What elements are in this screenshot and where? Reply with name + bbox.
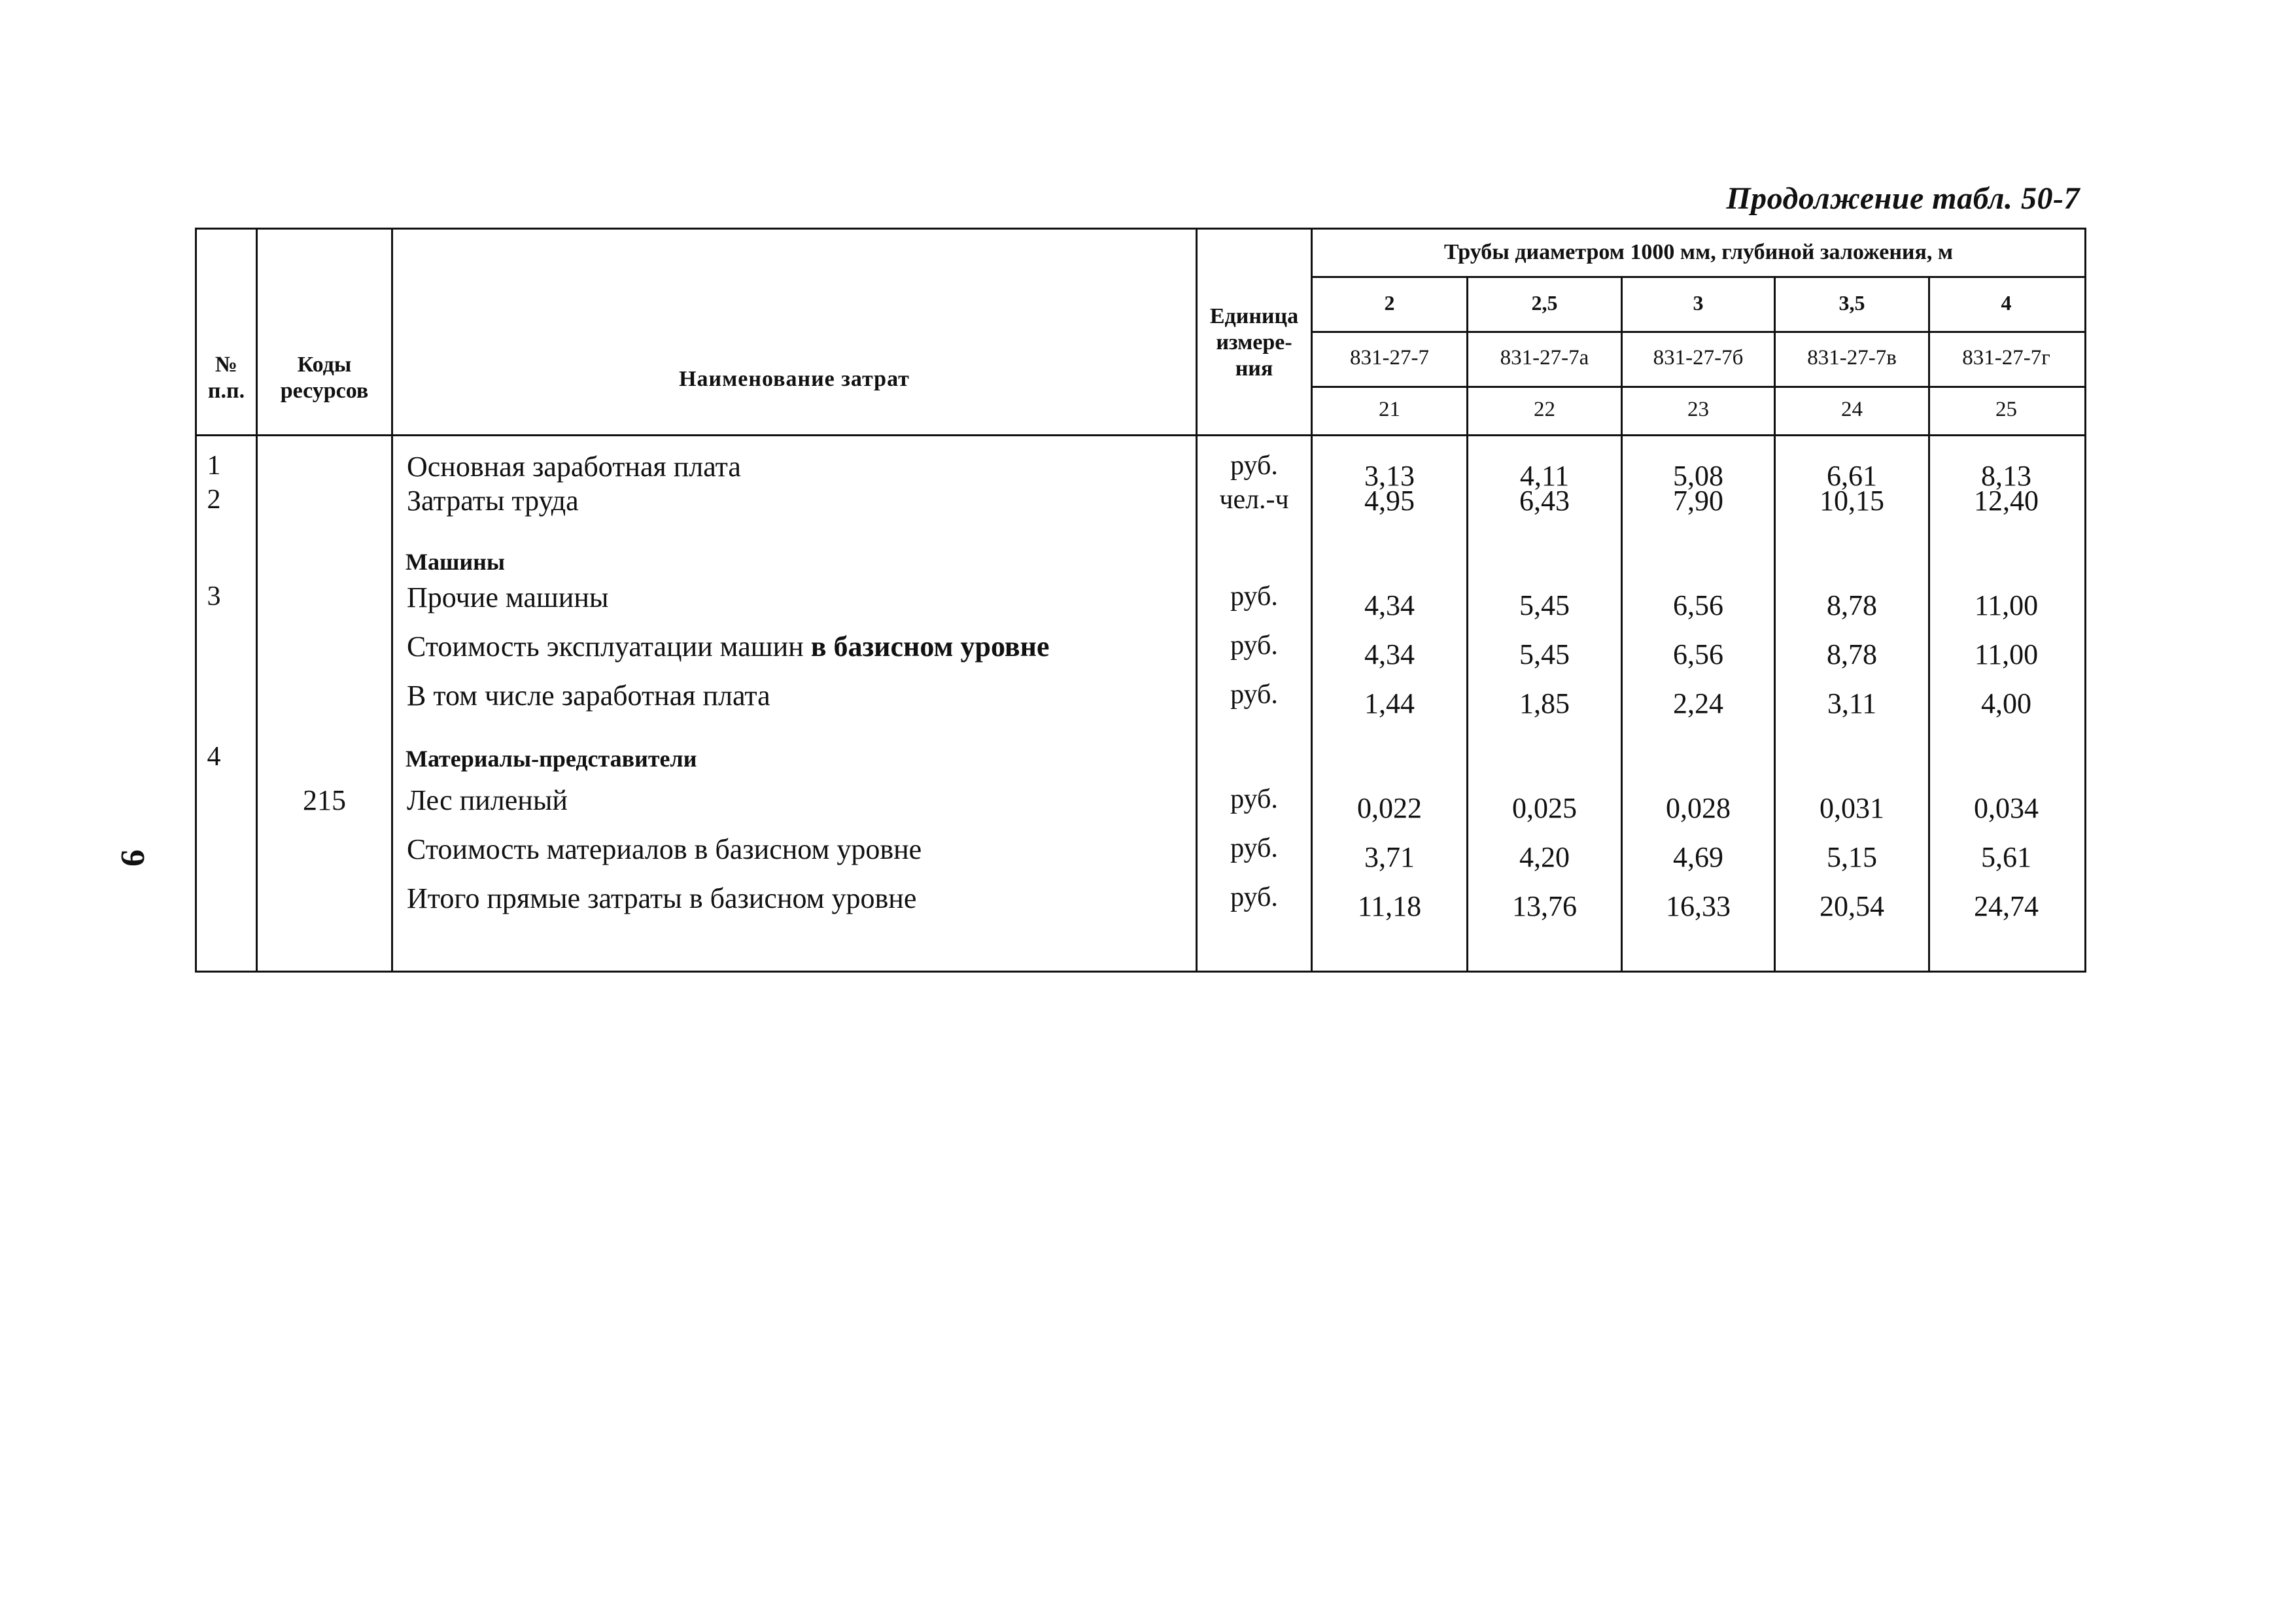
value-cell: 5,45 — [1519, 589, 1570, 621]
section-heading: Машины — [406, 549, 505, 575]
header-depth: 3 — [1693, 291, 1704, 315]
value-cell: 4,69 — [1673, 841, 1723, 873]
section-heading: Материалы-представители — [406, 746, 697, 772]
value-cell: 1,44 — [1364, 687, 1415, 719]
value-cell: 13,76 — [1512, 890, 1577, 922]
header-code: 831-27-7б — [1653, 346, 1744, 370]
header-codes: Коды ресурсов — [280, 353, 369, 403]
cost-name-bold-part: в базисном уровне — [810, 631, 1050, 663]
row-number: 4 — [207, 742, 221, 772]
cost-name: В том числе заработная плата — [407, 680, 770, 712]
value-cell: 8,13 — [1981, 460, 2031, 492]
value-cell: 3,13 — [1364, 460, 1415, 492]
unit-of-measure: руб. — [1230, 631, 1278, 661]
value-cell: 2,24 — [1673, 687, 1723, 719]
row-number: 2 — [207, 485, 221, 515]
unit-of-measure: руб. — [1230, 581, 1278, 612]
col-divider — [391, 228, 393, 973]
header-unit: Единица измере- ния — [1209, 304, 1299, 381]
value-cell: 16,33 — [1666, 890, 1731, 922]
value-cell: 3,11 — [1827, 687, 1877, 719]
value-cell: 5,61 — [1981, 841, 2031, 873]
value-cell: 0,022 — [1357, 792, 1422, 824]
row-divider — [1311, 331, 2084, 333]
value-cell: 4,11 — [1519, 460, 1570, 492]
row-number: 1 — [207, 451, 221, 481]
header-name: Наименование затрат — [679, 367, 910, 391]
unit-of-measure: чел.-ч — [1219, 485, 1289, 515]
unit-of-measure: руб. — [1230, 784, 1278, 814]
value-cell: 4,95 — [1364, 485, 1415, 517]
value-cell: 5,08 — [1673, 460, 1723, 492]
cost-name — [407, 630, 1050, 663]
cost-name: Прочие машины — [407, 581, 609, 613]
header-depth: 2,5 — [1531, 291, 1558, 315]
value-cell: 24,74 — [1974, 890, 2039, 922]
value-cell: 6,56 — [1673, 589, 1723, 621]
unit-of-measure: руб. — [1230, 451, 1278, 481]
row-number: 3 — [207, 581, 221, 612]
value-cell: 20,54 — [1820, 890, 1884, 922]
value-cell: 1,85 — [1519, 687, 1570, 719]
cost-name: Затраты труда — [407, 485, 579, 517]
value-cell: 8,78 — [1827, 638, 1877, 670]
unit-of-measure: руб. — [1230, 833, 1278, 863]
value-cell: 5,45 — [1519, 638, 1570, 670]
header-bottom-line — [195, 434, 2084, 436]
value-cell: 0,025 — [1512, 792, 1577, 824]
cost-name: Лес пиленый — [407, 784, 568, 816]
cost-name: Итого прямые затраты в базисном уровне — [407, 882, 917, 914]
header-col-number: 23 — [1687, 398, 1709, 421]
col-divider — [256, 228, 258, 973]
value-cell: 7,90 — [1673, 485, 1723, 517]
header-code: 831-27-7 — [1350, 346, 1429, 370]
header-col-number: 24 — [1841, 398, 1863, 421]
table-caption: Продолжение табл. 50-7 — [1726, 181, 2080, 216]
header-col-number: 22 — [1534, 398, 1555, 421]
value-cell: 11,18 — [1357, 890, 1422, 922]
cost-table — [195, 228, 2085, 971]
value-cell: 11,00 — [1974, 638, 2039, 670]
header-code: 831-27-7в — [1807, 346, 1897, 370]
value-cell: 6,61 — [1827, 460, 1877, 492]
unit-of-measure: руб. — [1230, 680, 1278, 710]
value-cell: 4,20 — [1519, 841, 1570, 873]
resource-code: 215 — [303, 784, 346, 816]
header-col-number: 25 — [1995, 398, 2017, 421]
header-code: 831-27-7г — [1962, 346, 2050, 370]
value-cell: 8,78 — [1827, 589, 1877, 621]
page-number: 9 — [114, 850, 151, 867]
header-depth: 3,5 — [1838, 291, 1865, 315]
header-group-title: Трубы диаметром 1000 мм, глубиной заложения, м — [1443, 240, 1954, 264]
header-code: 831-27-7а — [1500, 346, 1589, 370]
header-num: № п.п. — [207, 353, 245, 403]
cost-name: Стоимость материалов в базисном уровне — [407, 833, 922, 865]
header-depth: 2 — [1384, 291, 1395, 315]
value-cell: 6,43 — [1519, 485, 1570, 517]
row-divider — [1311, 386, 2084, 388]
header-col-number: 21 — [1379, 398, 1400, 421]
value-cell: 11,00 — [1974, 589, 2039, 621]
row-divider — [1311, 276, 2084, 278]
value-cell: 6,56 — [1673, 638, 1723, 670]
value-cell: 5,15 — [1827, 841, 1877, 873]
value-cell: 12,40 — [1974, 485, 2039, 517]
value-cell: 4,34 — [1364, 638, 1415, 670]
value-cell: 0,028 — [1666, 792, 1731, 824]
header-depth: 4 — [2001, 291, 2012, 315]
value-cell: 4,34 — [1364, 589, 1415, 621]
cost-name: Основная заработная плата — [407, 451, 741, 483]
value-cell: 10,15 — [1820, 485, 1884, 517]
value-cell: 4,00 — [1981, 687, 2031, 719]
cost-name-part: Стоимость эксплуатации машин — [407, 631, 811, 663]
value-cell: 0,034 — [1974, 792, 2039, 824]
value-cell: 0,031 — [1820, 792, 1884, 824]
value-cell: 3,71 — [1364, 841, 1415, 873]
unit-of-measure: руб. — [1230, 882, 1278, 912]
